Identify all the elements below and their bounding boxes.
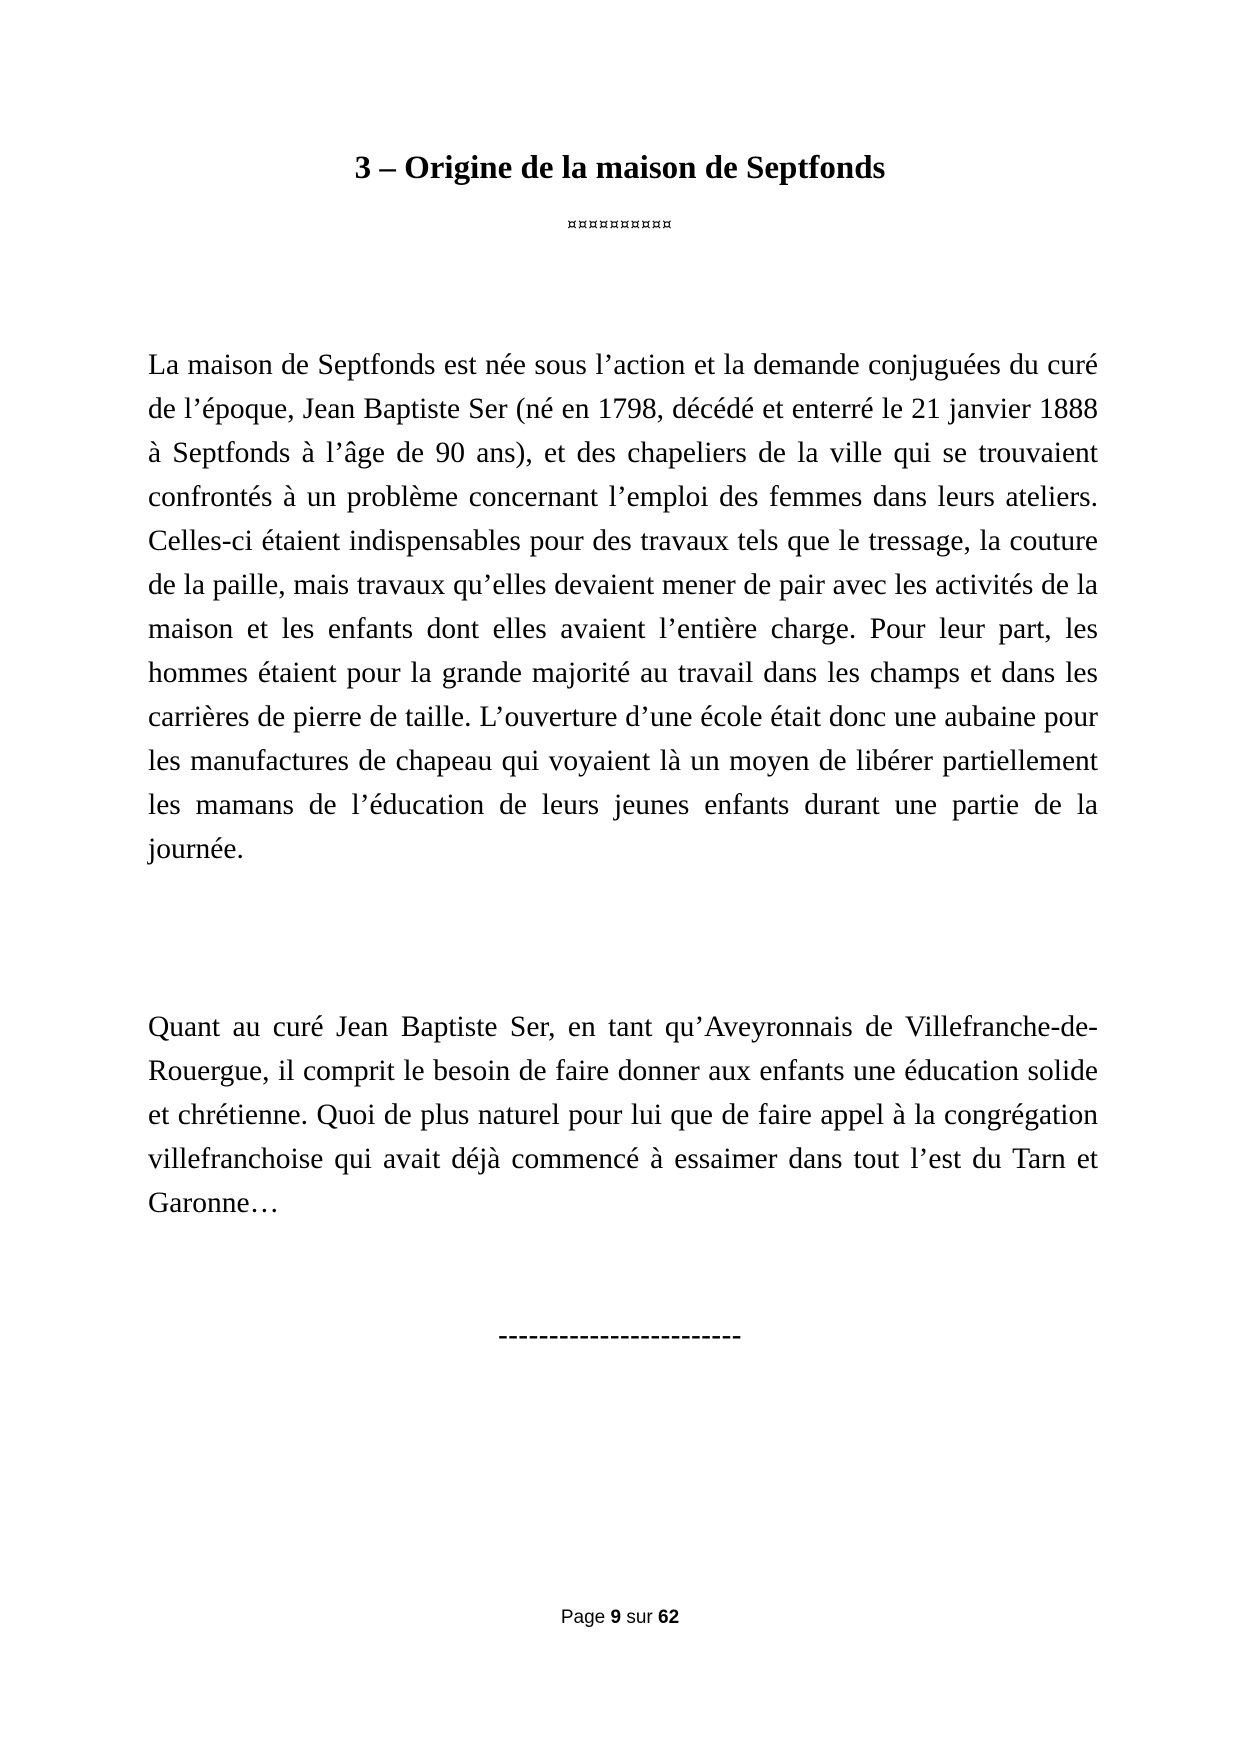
page-title: 3 – Origine de la maison de Septfonds <box>354 150 886 186</box>
section-divider: ------------------------ <box>498 1319 742 1351</box>
paragraph-cure: Quant au curé Jean Baptiste Ser, en tant qu’Aveyronnais de Villefranche-de-Rouergue, il comprit le besoin de faire donner aux enfants une éducation solide et chrétienne. Quoi de plus naturel pour lui que de faire appel à la congrégation villefranchoise qui avait déjà commencé à essaimer dans tout l’est du Tarn et Garonne… <box>148 1011 1098 1219</box>
footer-separator: sur <box>626 1607 653 1628</box>
footer-page-number: 9 <box>610 1607 622 1628</box>
footer-page-total: 62 <box>658 1607 680 1628</box>
paragraph-origin: La maison de Septfonds est née sous l’action et la demande conjuguées du curé de l’époque, Jean Baptiste Ser (né en 1798, décédé et enterré le 21 janvier 1888 à Septfonds à l’âge de 90 ans), et des chapeliers de la ville qui se trouvaient confrontés à un problème concernant l’emploi des femmes dans leurs ateliers. Celles-ci étaient indispensables pour des travaux tels que le tressage, la couture de la paille, mais travaux qu’elles devaient mener de pair avec les activités de la maison et les enfants dont elles avaient l’entière charge. Pour leur part, les hommes étaient pour la grande majorité au travail dans les champs et dans les carrières de pierre de taille. L’ouverture d’une école était donc une aubaine pour les manufactures de chapeau qui voyaient là un moyen de libérer partiellement les mamans de l’éducation de leurs jeunes enfants durant une partie de la journée. <box>148 349 1098 865</box>
ornament-separator: ¤¤¤¤¤¤¤¤¤¤ <box>567 215 673 233</box>
page-footer <box>0 1606 1240 1630</box>
footer-prefix: Page <box>560 1607 606 1628</box>
